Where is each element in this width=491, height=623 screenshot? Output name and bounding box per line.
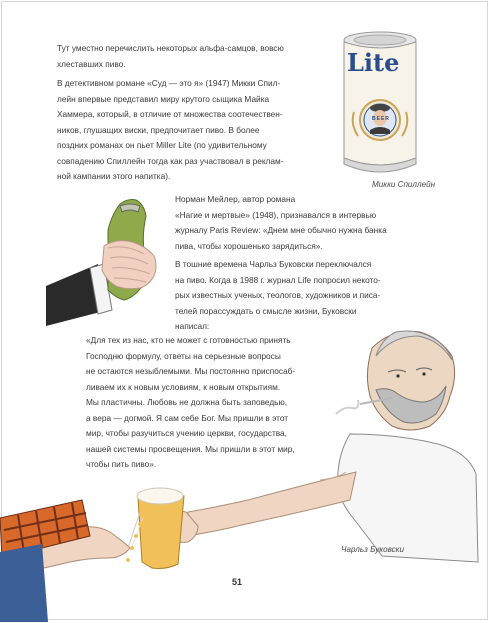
- text-line: а вера — догмой. Я сам себе Бог. Мы пришли в этот: [86, 412, 289, 423]
- text-line: телей порассуждать о смысле жизни, Буковски: [175, 305, 357, 316]
- text-line: мир, чтобы разучиться учению церкви, государства,: [86, 428, 287, 438]
- paragraph-mailer: [175, 192, 387, 254]
- text-line: чтобы пить пиво».: [86, 459, 157, 469]
- text-line: хлеставших пиво.: [57, 58, 126, 69]
- text-line: ливаем их к новым условиям, к новым открытиям.: [86, 381, 281, 392]
- text-line: нашей системы просвещения. Мы пришли в этот мир,: [86, 443, 295, 454]
- text-line: ников, глушащих виски, предпочитает пиво. В более: [57, 124, 260, 135]
- hand-crushing-can-illustration: [46, 190, 161, 335]
- can-small-text: BEER: [372, 116, 390, 122]
- text-line: написал:: [175, 321, 210, 331]
- text-line: журналу Paris Review: «Днем мне обычно нужна банка: [175, 225, 387, 235]
- text-line: поздних романах он пьет Miller Lite (по удивительному: [57, 140, 267, 150]
- text-line: В тошние времена Чарльз Буковски переключался: [175, 259, 372, 269]
- text-line: Господню формулу, ответы на серьезные вопросы: [86, 350, 281, 361]
- bukowski-illustration: [0, 322, 489, 622]
- paragraph-spillane: [57, 76, 283, 185]
- text-line: не остаются незыблемыми. Мы постоянно приспосаб-: [86, 366, 296, 376]
- page-number: 51: [232, 577, 243, 587]
- paragraph-intro: [57, 41, 284, 72]
- can-brand-text: Lite: [347, 48, 400, 77]
- text-line: ной кампании этого напитка).: [57, 171, 171, 181]
- caption-spillane: Микки Спиллейн: [372, 180, 436, 189]
- text-line: рых известных ученых, теологов, художников и писа-: [175, 290, 381, 300]
- text-line: пива, чтобы хорошенько зарядиться».: [175, 240, 323, 251]
- caption-bukowski: Чарльз Буковски: [341, 545, 404, 554]
- text-line: Норман Мейлер, автор романа: [175, 194, 296, 204]
- text-line: В детективном романе «Суд — это я» (1947) Микки Спил-: [57, 78, 281, 88]
- text-line: совпадению Спиллейн тогда как раз участвовал в реклам-: [57, 155, 284, 166]
- text-line: «Нагие и мертвые» (1948), признавался в интервью: [175, 209, 377, 220]
- text-line: Мы пластичны. Любовь не должна быть заповедью,: [86, 397, 288, 407]
- text-line: «Для тех из нас, кто не может с готовностью принять: [86, 335, 291, 345]
- text-line: Тут уместно перечислить некоторых альфа-самцов, вовсю: [57, 43, 284, 53]
- text-line: лейн впервые представил миру крутого сыщика Майка: [57, 93, 270, 104]
- text-line: Хаммера, который, в отличие от множества соотечествен-: [57, 109, 283, 119]
- text-line: на пиво. Когда в 1988 г. журнал Life попросил некото-: [175, 274, 381, 285]
